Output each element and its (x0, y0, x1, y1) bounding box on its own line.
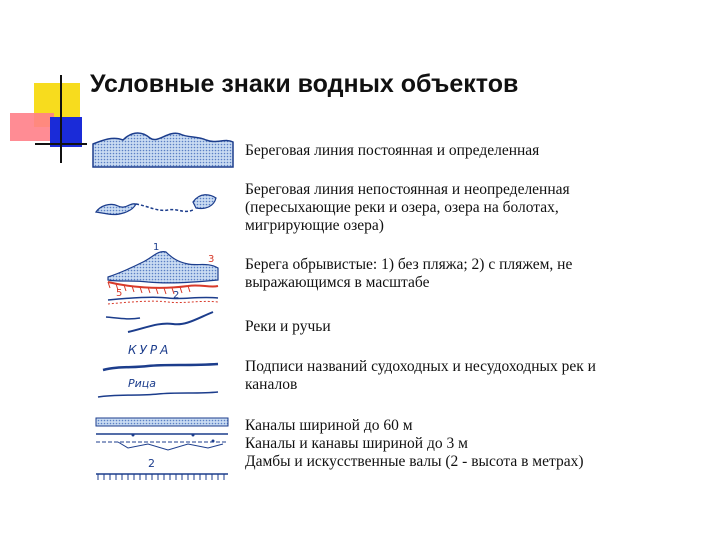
legend-text-line: Дамбы и искусственные валы (2 - высота в метрах) (245, 453, 584, 470)
legend-text-line: (пересыхающие реки и озера, озера на болотах, (245, 199, 559, 216)
map-symbols (88, 122, 238, 492)
legend-text-line: Берега обрывистые: 1) без пляжа; 2) с пляжем, не (245, 256, 573, 273)
cliff-label-2: 2 (173, 290, 180, 301)
river-label-kura: КУРА (128, 343, 172, 357)
cliff-label-1: 1 (153, 242, 160, 253)
decor-pink-square (10, 113, 54, 141)
cliff-label-5: 5 (116, 288, 123, 299)
legend-text-line: Реки и ручьи (245, 318, 331, 335)
legend-item-rivers (245, 318, 331, 336)
legend-text-line: Каналы шириной до 60 м (245, 417, 413, 434)
rivers-streams-symbol (106, 312, 213, 332)
legend-item-shoreline-nonpermanent (245, 181, 570, 235)
legend-item-canals (245, 417, 583, 471)
legend-text-line: Подписи названий судоходных и несудоходных рек и (245, 358, 596, 375)
slide-title: Условные знаки водных объектов (90, 70, 519, 98)
shoreline-nonpermanent-symbol (96, 195, 216, 215)
river-labels-symbol (98, 343, 218, 397)
cliff-shore-symbol (108, 242, 218, 304)
legend-text-line: Береговая линия непостоянная и неопределенная (245, 181, 570, 198)
legend-text-line: выражающимся в масштабе (245, 274, 430, 291)
legend-item-shoreline-permanent (245, 142, 539, 160)
decor-horizontal-line (35, 143, 87, 145)
legend-text-line: мигрирующие озера) (245, 217, 384, 234)
legend-item-river-labels (245, 358, 596, 394)
decor-vertical-line (60, 75, 62, 163)
canals-dams-symbol (96, 418, 228, 480)
legend-text-line: Каналы и канавы шириной до 3 м (245, 435, 468, 452)
legend-item-cliffs (245, 256, 572, 292)
river-label-ritsa: Рица (128, 377, 157, 390)
legend-text-line: Береговая линия постоянная и определенная (245, 142, 540, 159)
cliff-label-3: 3 (208, 254, 215, 265)
dam-height-label: 2 (148, 457, 155, 470)
shoreline-permanent-symbol (93, 133, 233, 167)
legend-text-line: каналов (245, 376, 298, 393)
